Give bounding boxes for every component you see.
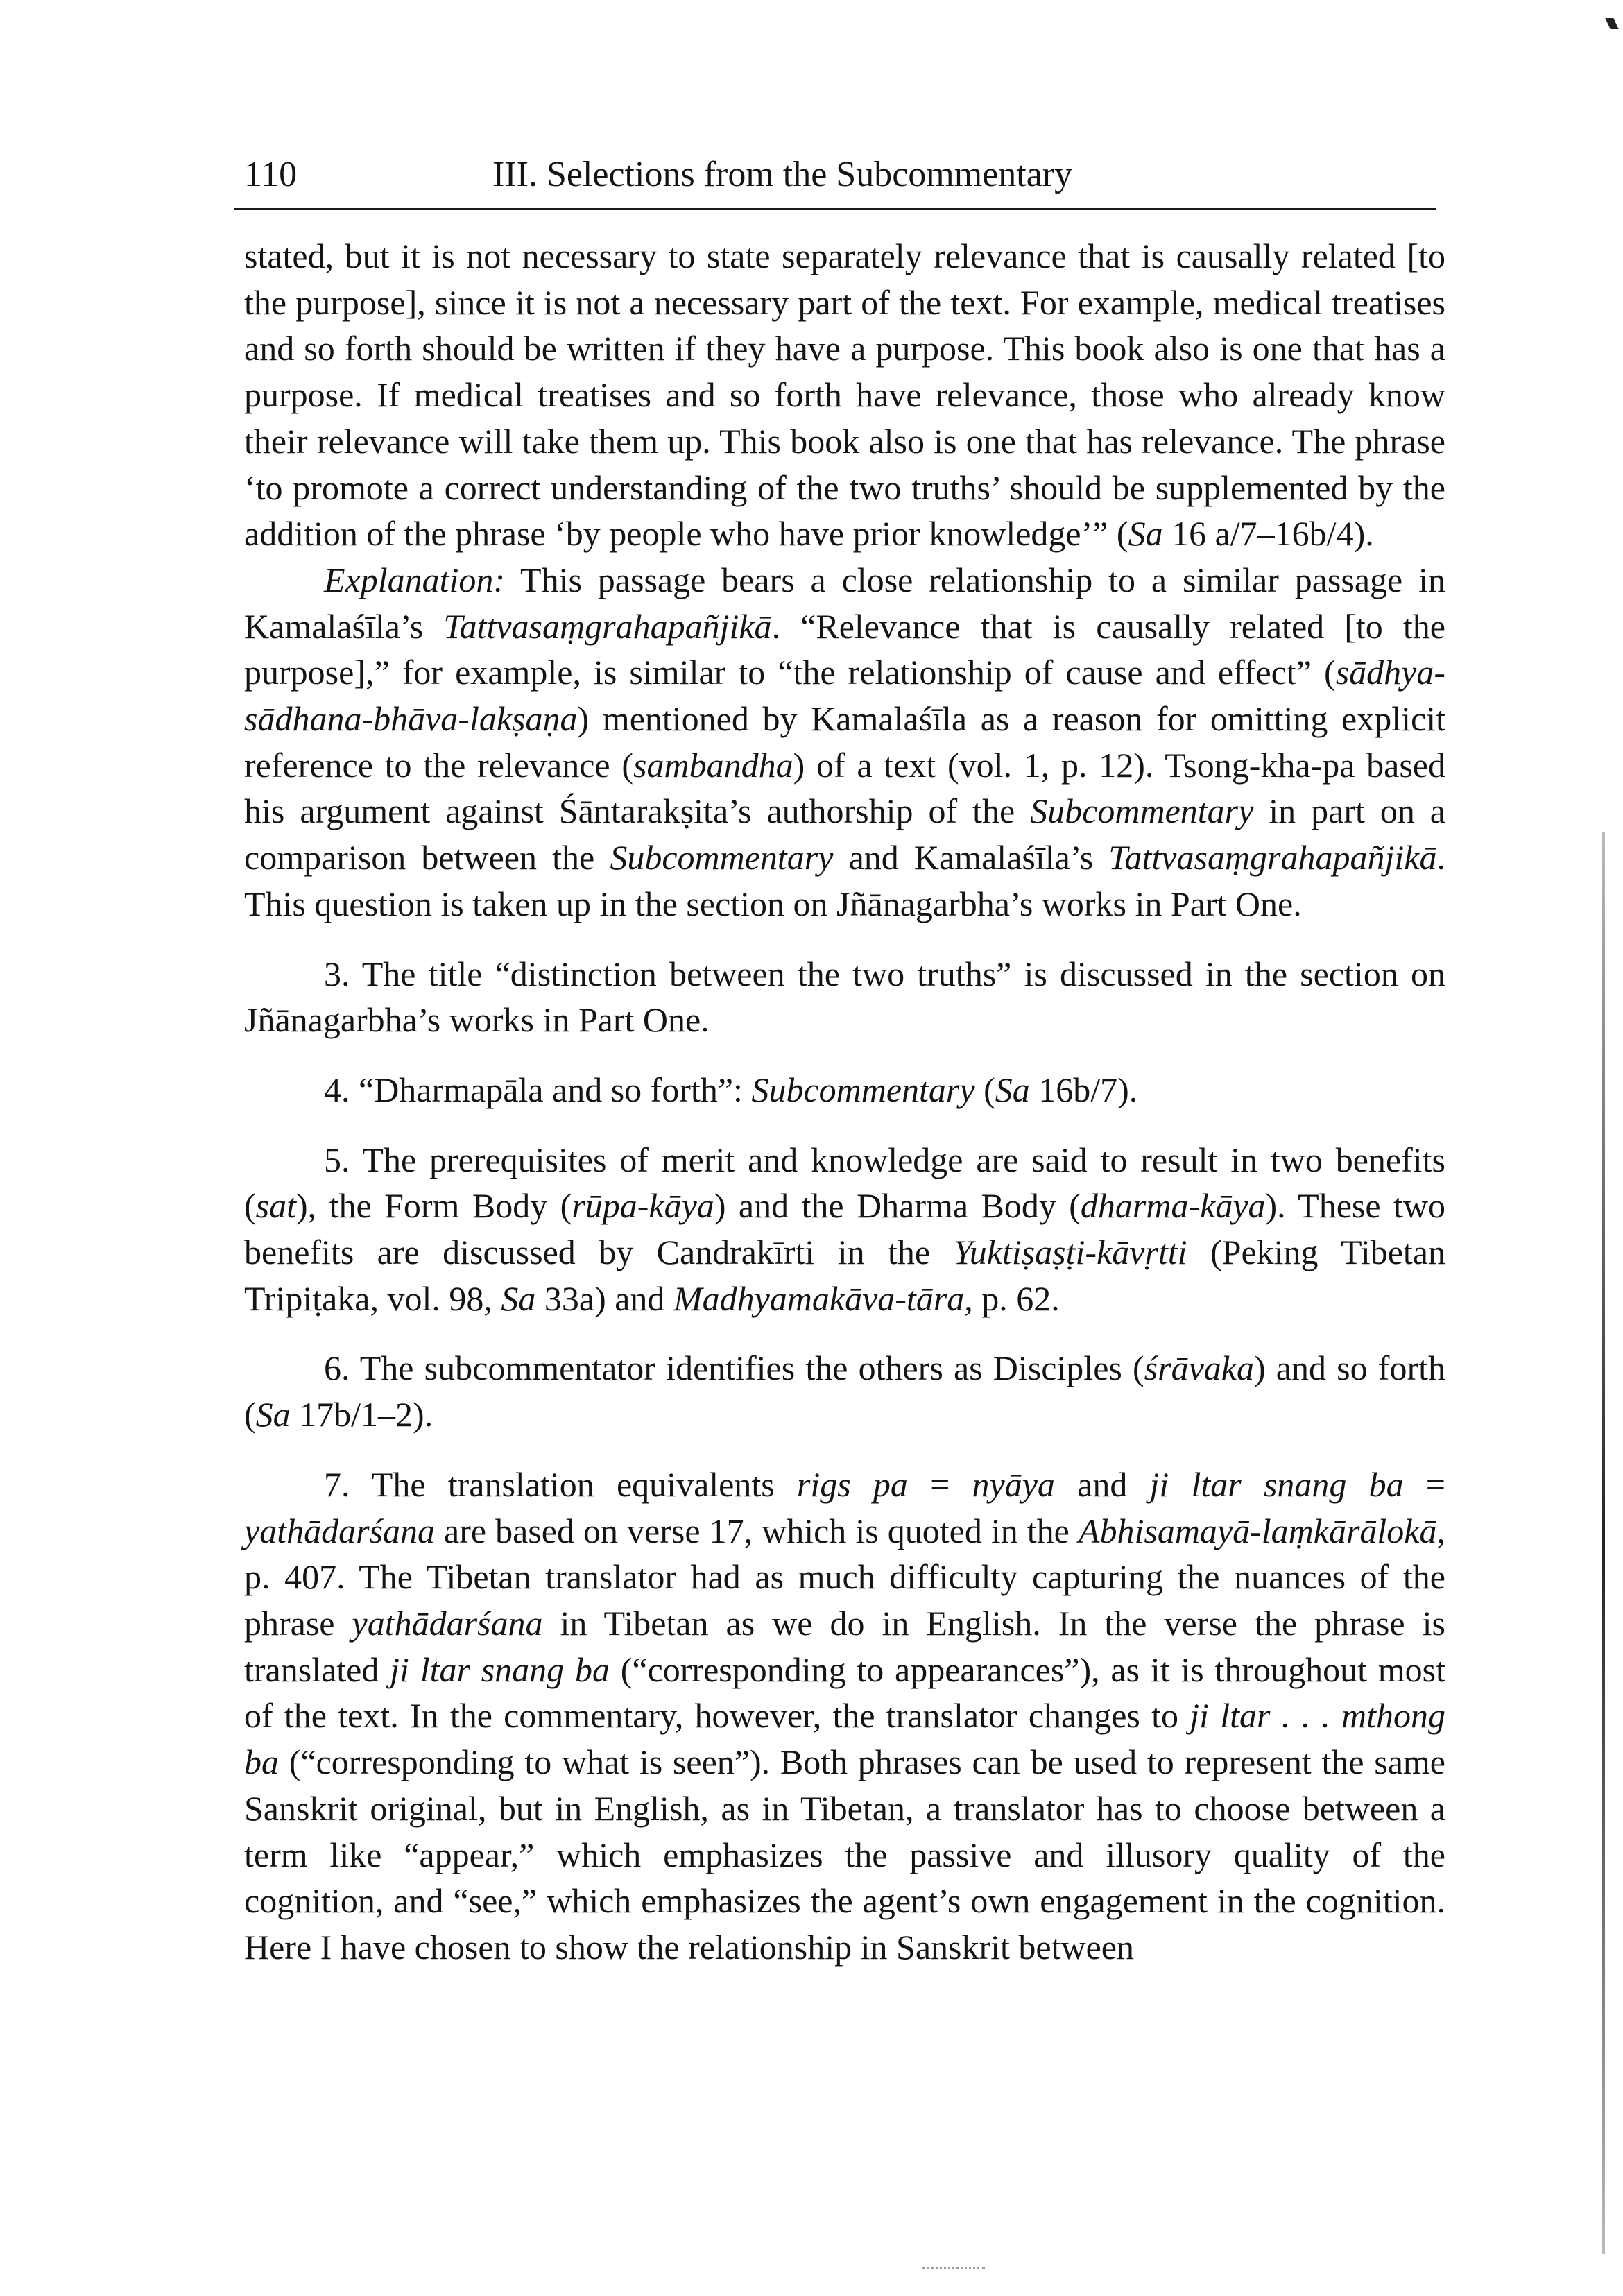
- running-title: III. Selections from the Subcommentary: [492, 155, 1073, 194]
- text-run: 17b/1–2).: [290, 1395, 433, 1434]
- italic-run: Abhisamayā-laṃkārālokā: [1078, 1511, 1437, 1550]
- note-3: [244, 951, 1445, 1043]
- italic-run: Tattvasaṃgrahapañjikā: [443, 606, 772, 646]
- italic-run: Subcommentary: [610, 838, 834, 877]
- text-run: stated, but it is not necessary to state separately relevance that is causally related [to the purpose], since it is not a necessary part of the text. For example, medical treatises and so forth should be written if they have a purpose. This book also is one that has a purpose. If medical treatises and so forth have relevance, those who already know their relevance will take them up. This book also is one that has relevance. The phrase ‘to promote a correct understanding of the two truths’ should be supplemented by the addition of the phrase ‘by people who have prior knowledge’” (: [244, 237, 1445, 554]
- text-run: in Tibetan as we do in English. In the verse the phrase is translated: [244, 1603, 1445, 1689]
- text-run: , p. 407. The Tibetan translator had as much difficulty capturing the nuances of the phrase: [244, 1511, 1445, 1643]
- text-run: 16b/7).: [1029, 1070, 1138, 1109]
- note-6: [244, 1345, 1445, 1437]
- text-run: =: [907, 1464, 972, 1504]
- italic-run: rigs pa: [796, 1464, 908, 1504]
- italic-run: sambandha: [633, 745, 793, 785]
- italic-run: Explanation:: [324, 560, 506, 599]
- text-run: ) and the Dharma Body (: [714, 1186, 1081, 1226]
- scan-edge-shadow: [1602, 832, 1605, 2254]
- text-run: 16 a/7–16b/4).: [1162, 514, 1374, 554]
- text-run: ) of a text (vol. 1, p. 12). Tsong-kha-pa based his argument against Śāntarakṣita’s authorship of the: [244, 745, 1446, 831]
- italic-run: śrāvaka: [1144, 1348, 1254, 1388]
- paragraph-explanation: [244, 557, 1445, 927]
- text-run: . This question is taken up in the section on Jñānagarbha’s works in Part One.: [244, 838, 1445, 923]
- scan-corner-mark: [1605, 18, 1618, 29]
- paragraph-continuation: [244, 233, 1445, 557]
- italic-run: Yuktiṣaṣṭi-kāvṛtti: [953, 1233, 1187, 1272]
- text-run: are based on verse 17, which is quoted in the: [435, 1511, 1079, 1550]
- text-run: ) mentioned by Kamalaśīla as a reason for omitting explicit reference to the relevance (: [244, 699, 1445, 785]
- italic-run: yathādarśana: [352, 1603, 543, 1643]
- italic-run: Madhyamakāva-tāra: [673, 1278, 965, 1318]
- note-7: [244, 1462, 1445, 1971]
- text-run: =: [1403, 1464, 1446, 1504]
- text-run: (“corresponding to appearances”), as it is throughout most of the text. In the commentary, however, the translator changes to: [244, 1650, 1445, 1736]
- italic-run: Sa: [1128, 514, 1163, 554]
- note-4: [244, 1067, 1445, 1113]
- italic-run: Subcommentary: [751, 1070, 975, 1109]
- text-run: (: [974, 1070, 995, 1109]
- text-run: 5. The prerequisites of merit and knowledge are said to result in two benefits (: [244, 1140, 1445, 1226]
- running-header: [244, 151, 1434, 204]
- text-run: . “Relevance that is causally related [to the purpose],” for example, is similar to “the relationship of cause and effect” (: [244, 606, 1445, 692]
- italic-run: Sa: [501, 1278, 536, 1318]
- italic-run: Tattvasaṃgrahapañjikā: [1108, 838, 1437, 877]
- text-run: ) and so forth (: [244, 1348, 1445, 1434]
- body-text: [244, 233, 1445, 1971]
- italic-run: nyāya: [972, 1464, 1055, 1504]
- text-run: in part on a comparison between the: [244, 791, 1445, 877]
- text-run: 4. “Dharmapāla and so forth”:: [324, 1070, 752, 1109]
- italic-run: sat: [255, 1186, 297, 1226]
- italic-run: Sa: [255, 1395, 291, 1434]
- text-run: 33a) and: [535, 1278, 673, 1318]
- italic-run: ji ltar snang ba: [390, 1650, 610, 1689]
- text-run: 6. The subcommentator identifies the others as Disciples (: [324, 1348, 1144, 1388]
- note-5: [244, 1137, 1445, 1322]
- italic-run: ji ltar snang ba: [1149, 1464, 1404, 1504]
- text-run: (“corresponding to what is seen”). Both phrases can be used to represent the same Sanskrit original, but in English, as in Tibetan, a translator has to choose between a term like “appear,” which emphasizes the passive and illusory quality of the cognition, and “see,” which emphasizes the agent’s own engagement in the cognition. Here I have chosen to show the relationship in Sanskrit between: [244, 1742, 1445, 1967]
- italic-run: sādhya-sādhana-bhāva-lakṣaṇa: [244, 653, 1445, 739]
- page-number: 110: [244, 155, 298, 194]
- italic-run: ji ltar . . . mthong ba: [244, 1696, 1445, 1782]
- text-run: 3. The title “distinction between the two truths” is discussed in the section on Jñānagarbha’s works in Part One.: [244, 954, 1445, 1040]
- scan-footer-dots: [922, 2267, 985, 2272]
- text-run: 7. The translation equivalents: [324, 1464, 797, 1504]
- header-rule: [234, 208, 1436, 210]
- text-run: and: [1054, 1464, 1150, 1504]
- italic-run: rūpa-kāya: [572, 1186, 714, 1226]
- text-run: (Peking Tibetan Tripiṭaka, vol. 98,: [244, 1233, 1445, 1318]
- text-run: ), the Form Body (: [296, 1186, 572, 1226]
- italic-run: Sa: [995, 1070, 1030, 1109]
- text-run: , p. 62.: [964, 1278, 1060, 1318]
- text-run: ). These two benefits are discussed by Candrakīrti in the: [244, 1186, 1445, 1272]
- italic-run: Subcommentary: [1030, 791, 1254, 831]
- text-run: and Kamalaśīla’s: [833, 838, 1109, 877]
- text-run: This passage bears a close relationship to a similar passage in Kamalaśīla’s: [244, 560, 1445, 646]
- italic-run: yathādarśana: [244, 1511, 435, 1550]
- italic-run: dharma-kāya: [1080, 1186, 1266, 1226]
